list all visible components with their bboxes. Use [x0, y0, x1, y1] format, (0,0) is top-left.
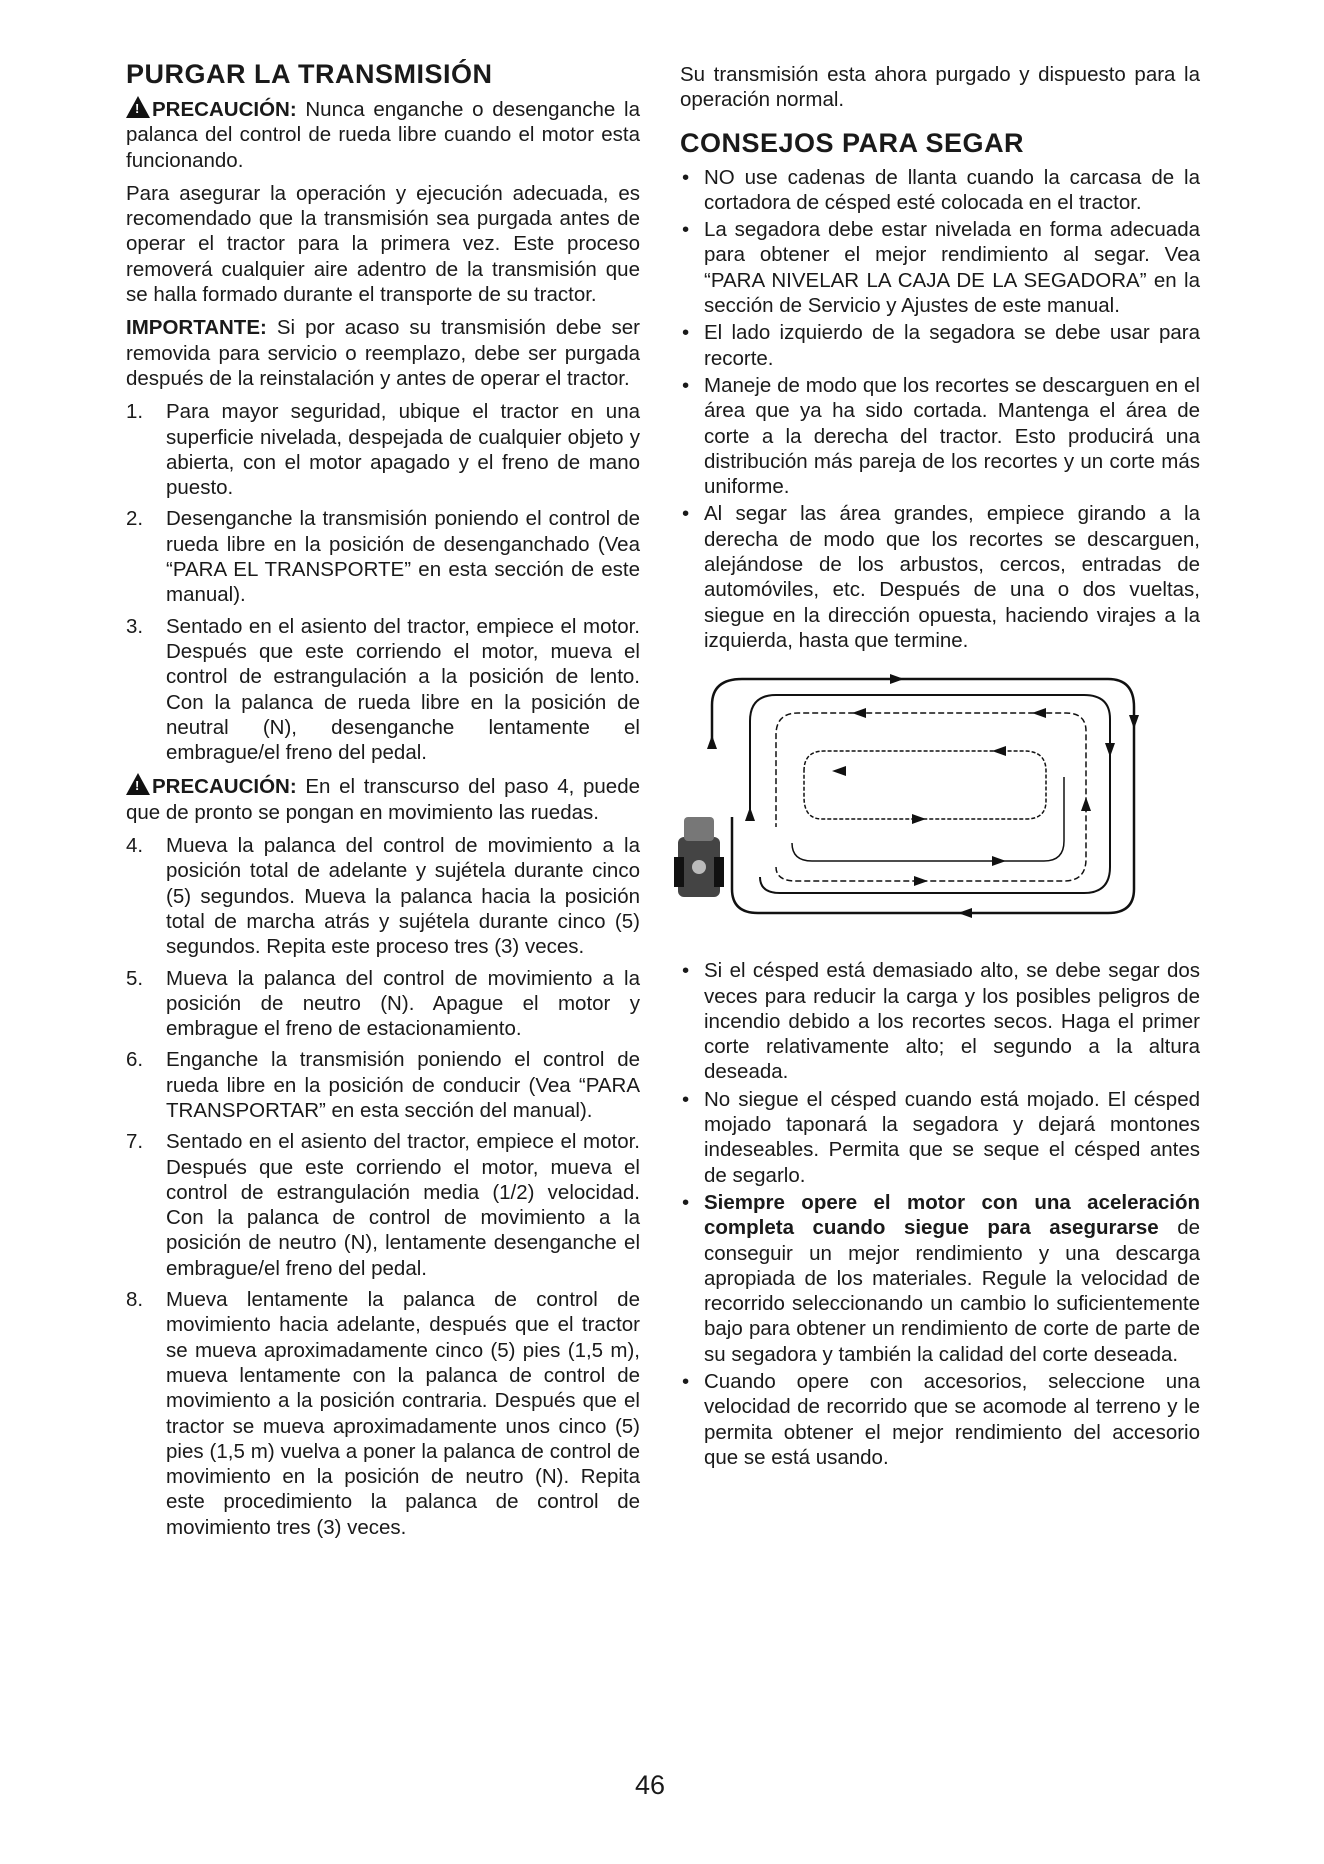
tip-text: NO use cadenas de llanta cuando la carcasa de la cortadora de césped esté colocada en el tractor. [704, 165, 1200, 214]
step-text: Enganche la transmisión poniendo el control de rueda libre en la posición de conducir (Vea “PARA TRANSPORTAR” en esta sección del manual). [166, 1048, 640, 1122]
tip-text: No siegue el césped cuando está mojado. El césped mojado taponará la segadora y dejará montones indeseables. Permita que se seque el césped antes de segarlo. [704, 1087, 1200, 1187]
arrow-down-icon [1105, 743, 1115, 757]
arrow-left-icon [832, 766, 846, 776]
tip-text: de conseguir un mejor rendimiento y una descarga apropiada de los materiales. Regule la velocidad de recorrido seleccionando un cambio lo suficientemente bajo para obtener un rendimiento de corte de parte de su segadora y también la calidad del corte deseada. [704, 1216, 1201, 1366]
tip-item [680, 217, 1200, 318]
bullet-dot: • [682, 1190, 690, 1214]
bullet-dot: • [682, 321, 690, 345]
caution-1 [126, 96, 640, 173]
right-column [680, 62, 1200, 1472]
caution-2-text: En el transcurso del paso 4, puede que de pronto se pongan en movimiento las ruedas. [126, 775, 640, 824]
step-number: 8. [126, 1288, 144, 1312]
arrow-left-icon [958, 908, 972, 918]
caution-1-label: PRECAUCIÓN: [152, 98, 297, 121]
inner-path-2 [804, 751, 1046, 819]
section-title-consejos: CONSEJOS PARA SEGAR [680, 127, 1025, 158]
step-item [126, 1129, 640, 1281]
section-title-purgar: PURGAR LA TRANSMISIÓN [126, 59, 493, 89]
tips-list-a [680, 165, 1200, 654]
caution-2 [126, 773, 640, 825]
outer-path [712, 679, 1134, 913]
lawn-tractor-icon [674, 817, 724, 897]
step-text: Sentado en el asiento del tractor, empiece el motor. Después que este corriendo el motor, mueva el control de estrangulación media (1/2) velocidad. Con la palanca de control de movimiento a la posición de neutro (N), lentamente desenganche el embrague/el freno del pedal. [166, 1130, 640, 1280]
bullet-dot: • [682, 502, 690, 526]
bullet-dot: • [682, 1087, 690, 1111]
arrow-right-icon [914, 876, 928, 886]
step-text: Sentado en el asiento del tractor, empiece el motor. Después que este corriendo el motor, mueva el control de estrangulación a la posición de lento. Con la palanca de rueda libre en la posición de neutral (N), desenganche lentamente el embrague/el freno del pedal. [166, 614, 640, 765]
tip-item [680, 501, 1200, 653]
tips-list-b [680, 958, 1200, 1470]
step-item [126, 1287, 640, 1540]
tip-item [680, 165, 1200, 216]
arrow-right-icon [912, 814, 926, 824]
steps-list-a [126, 399, 640, 765]
arrow-up-icon [1081, 797, 1091, 811]
arrow-left-icon [992, 746, 1006, 756]
left-column [126, 58, 640, 1548]
step-item [126, 833, 640, 959]
tip-text: La segadora debe estar nivelada en forma adecuada para obtener el mejor rendimiento al segar. Vea “PARA NIVELAR LA CAJA DE LA SEGADORA” en la sección de Servicio y Ajustes de este manual. [704, 218, 1200, 318]
bullet-dot: • [682, 165, 690, 189]
step-text: Mueva la palanca del control de movimiento a la posición total de adelante y sujétela durante cinco (5) segundos. Mueva la palanca hacia la posición total de marcha atrás y sujétela durante cinco (5) segundos. Repita este proceso tres (3) veces. [166, 834, 640, 959]
paragraph-purge-intro: Para asegurar la operación y ejecución adecuada, es recomendado que la transmisión sea purgada antes de operar el tractor para la primera vez. Este proceso removerá cualquier aire adentro de la transmisión que se halla formado durante el transporte de su tractor. [126, 181, 640, 307]
step-item [126, 506, 640, 607]
tip-bold-text: Siempre opere el motor con una aceleración completa cuando siegue para asegurarse [704, 1190, 1200, 1240]
bullet-dot: • [682, 218, 690, 242]
purge-complete-text: Su transmisión esta ahora purgado y dispuesto para la operación normal. [680, 63, 1200, 112]
step-item [126, 399, 640, 500]
steps-list-b [126, 833, 640, 1540]
tip-item [680, 1087, 1200, 1188]
warning-triangle-icon [126, 96, 150, 118]
tip-text: Maneje de modo que los recortes se descarguen en el área que ya ha sido cortada. Mantenga el área de corte a la derecha del tractor. Esto producirá una distribución más pareja de los recortes y un corte más uniforme. [704, 373, 1200, 499]
caution-2-label: PRECAUCIÓN: [152, 775, 297, 799]
mowing-pattern-diagram [672, 667, 1192, 931]
important-note [126, 315, 640, 391]
step-number: 1. [126, 400, 144, 424]
step-item [126, 966, 640, 1042]
bullet-dot: • [682, 959, 690, 983]
step-text: Desenganche la transmisión poniendo el control de rueda libre en la posición de desenganchado (Vea “PARA EL TRANSPORTE” en esta sección de este manual). [166, 507, 640, 607]
third-path [776, 713, 1086, 881]
arrow-down-icon [1129, 715, 1139, 729]
tip-item [680, 958, 1200, 1084]
important-text: Si por acaso su transmisión debe ser removida para servicio o reemplazo, debe ser purgada después de la reinstalación y antes de operar el tractor. [126, 316, 640, 390]
caution-1-text: Nunca enganche o desenganche la palanca del control de rueda libre cuando el motor esta funcionando. [126, 98, 640, 172]
important-label: IMPORTANTE: [126, 316, 267, 340]
tip-item [680, 1369, 1200, 1470]
warning-triangle-icon [126, 773, 150, 795]
tip-item [680, 373, 1200, 499]
arrow-right-icon [992, 856, 1006, 866]
arrow-left-icon [1032, 708, 1046, 718]
step-text: Mueva lentamente la palanca de control de movimiento hacia adelante, después que el tractor se mueva aproximadamente cinco (5) pies (1,5 m), mueva lentamente con la palanca de control de movimiento a la posición contraria. Después que el tractor se mueva aproximadamente unos cinco (5) pies (1,5 m) vuelva a poner la palanca de control de movimiento en la posición de neutro (N). Repita este procedimiento la palanca de control de movimiento tres (3) veces. [166, 1288, 640, 1539]
step-text: Para mayor seguridad, ubique el tractor en una superficie nivelada, despejada de cualquier objeto y abierta, con el motor apagado y el freno de mano puesto. [166, 400, 640, 500]
step-number: 4. [126, 834, 144, 858]
step-text: Mueva la palanca del control de movimiento a la posición de neutro (N). Apague el motor y embrague el freno de estacionamiento. [166, 966, 640, 1041]
tip-item [680, 320, 1200, 371]
tip-text: Al segar las área grandes, empiece girando a la derecha de modo que los recortes se descarguen, alejándose de los arbustos, cercos, entradas de automóviles, etc. Después de una o dos vueltas, siegue en la dirección opuesta, haciendo virajes a la izquierda, hasta que termine. [704, 502, 1200, 652]
step-number: 2. [126, 507, 144, 531]
step-number: 3. [126, 614, 144, 638]
step-number: 5. [126, 966, 144, 990]
step-item [126, 1047, 640, 1123]
bullet-dot: • [682, 1369, 690, 1393]
arrow-left-icon [852, 708, 866, 718]
tip-item [680, 1190, 1200, 1367]
step-number: 7. [126, 1130, 144, 1154]
arrow-up-icon [707, 735, 717, 749]
step-number: 6. [126, 1048, 144, 1072]
bullet-dot: • [682, 373, 690, 397]
tip-text: Si el césped está demasiado alto, se debe segar dos veces para reducir la carga y los posibles peligros de incendio debido a los recortes secos. Haga el primer corte relativamente alto; el segundo a la altura deseada. [704, 959, 1200, 1084]
arrow-up-icon [745, 807, 755, 821]
arrow-right-icon [890, 674, 904, 684]
step-item [126, 614, 640, 766]
tip-text: El lado izquierdo de la segadora se debe usar para recorte. [704, 321, 1200, 370]
page-number: 46 [634, 1770, 666, 1800]
tip-text: Cuando opere con accesorios, seleccione una velocidad de recorrido que se acomode al terreno y le permita obtener el mejor rendimiento del accesorio que se está usando. [704, 1369, 1200, 1469]
